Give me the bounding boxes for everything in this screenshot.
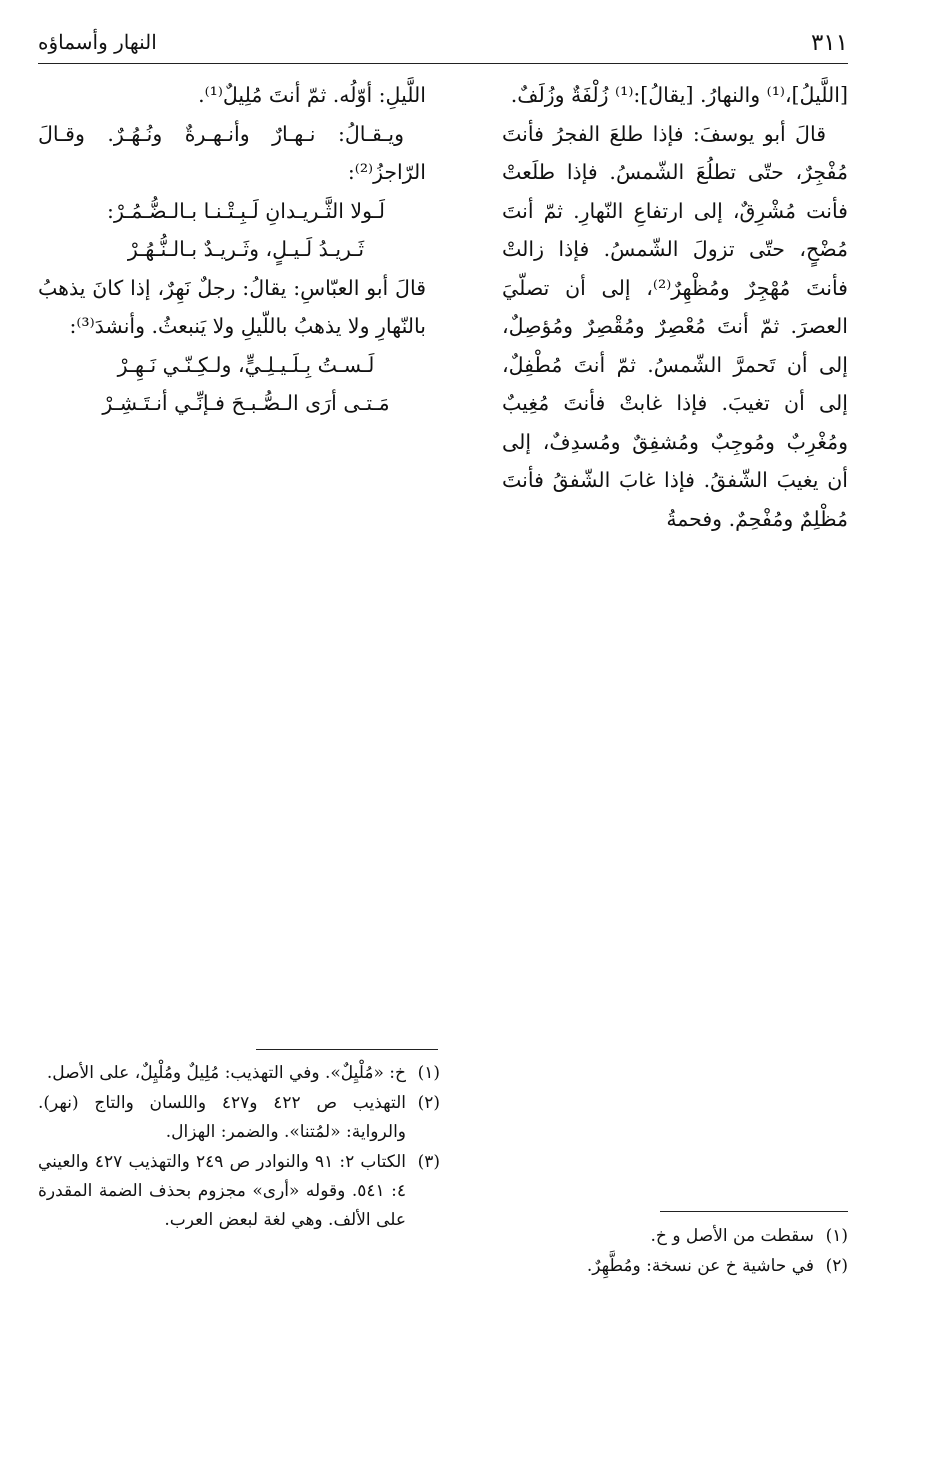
left-column-line-1: اللَّيلِ: أوّلُه. ثمّ أنتَ مُلِيلٌ⁽¹⁾. — [198, 83, 426, 107]
footnote-rule-right — [660, 1211, 848, 1212]
footnote — [38, 1059, 440, 1088]
header-rule — [38, 63, 848, 64]
verse-line: لَـسـتُ بِـلَـيـلِـيٍّ، ولـكِـنّـي نَـهِـرْ — [117, 352, 375, 377]
footnote-text: سقطت من الأصل و خ. — [650, 1226, 814, 1246]
footnote-number: (٢) — [825, 1256, 848, 1276]
running-title: النهار وأسماؤه — [38, 30, 157, 54]
footnote-text: خ: «مُلْيِلٌ». وفي التهذيب: مُلِيلٌ ومُلْيِلٌ، على الأصل. — [46, 1063, 406, 1083]
footnote — [38, 1148, 440, 1235]
right-column — [502, 76, 848, 538]
verse-line: لَـولا الثَّـريـدانِ لَـبِـتْـنـا بـالـضُّـمُـرْ: — [107, 198, 385, 223]
footnote-text: الكتاب ٢: ٩١ والنوادر ص ٢٤٩ والتهذيب ٤٢٧ والعيني ٤: ٥٤١. وقوله «أرى» مجزوم بحذف الضمة المقدرة على الألف. وهي لغة لبعض العرب. — [38, 1152, 406, 1230]
footnote — [540, 1222, 848, 1251]
footnote-number: (١) — [825, 1226, 848, 1246]
footnotes-left — [38, 1059, 440, 1236]
page-number: ٣١١ — [810, 30, 848, 56]
right-column-paragraph: قالَ أبو يوسفَ: فإذا طلعَ الفجرُ فأنتَ مُفْجِرٌ، حتّى تطلُعَ الشّمسُ. فإذا طلَعتْ فأنت مُشْرِقٌ، إلى ارتفاعِ النّهارِ. ثمّ أنتَ مُضْحٍ، حتّى تزولَ الشّمسُ. فإذا زالتْ فأنتَ مُهْجِرٌ ومُظْهِرٌ⁽²⁾، إلى أن تصلّيَ العصرَ. ثمّ أنتَ مُعْصِرٌ ومُقْصِرٌ ومُؤصِلٌ، إلى أن تَحمرَّ الشّمسُ. ثمّ أنتَ مُطْفِلٌ، إلى أن تغيبَ. فإذا غابتْ فأنتَ مُغِيبٌ ومُغْرِبٌ ومُوجِبٌ ومُشفِقٌ ومُسدِفٌ، إلى أن يغيبَ الشّفقُ. فإذا غابَ الشّفقُ فأنتَ مُظْلِمٌ ومُفْحِمٌ. وفحمةُ — [502, 121, 848, 531]
verse-line: مَـتـى أرَى الـصُّـبـحَ فـإنِّـي أنـتَـشِـرْ — [102, 391, 390, 415]
footnotes-right — [540, 1222, 848, 1282]
left-column-paragraph-2: قالَ أبو العبّاسِ: يقالُ: رجلٌ نَهِرٌ، إذا كانَ يذهبُ بالنّهارِ ولا يذهبُ باللّيلِ ولا يَنبعثُ. وأنشدَ⁽³⁾: — [38, 275, 426, 338]
footnote-text: التهذيب ص ٤٢٢ و٤٢٧ واللسان والتاج (نهر). والرواية: «لمُتنا». والضمر: الهزال. — [38, 1093, 406, 1142]
right-column-line-1: [اللَّيلُ]،⁽¹⁾ والنهارُ. [يقالُ]:⁽¹⁾ زُلْفَةٌ وزُلَفٌ. — [510, 83, 848, 107]
footnote-rule-left — [256, 1049, 438, 1050]
left-column — [38, 76, 426, 423]
page-header — [38, 28, 848, 62]
footnote-text: في حاشية خ عن نسخة: ومُطَّهِرٌ. — [586, 1256, 814, 1276]
footnote-number: (٣) — [417, 1152, 440, 1172]
footnote-number: (١) — [417, 1063, 440, 1083]
footnote — [540, 1252, 848, 1281]
footnote-number: (٢) — [417, 1093, 440, 1113]
verse-line: ثَـريـدُ لَـيـلٍ، وثَـريـدٌ بـالـنُّـهُـرْ — [127, 237, 365, 261]
left-column-paragraph-1: ويـقـالُ: نـهـارٌ وأنـهـرةٌ ونُـهُـرٌ. وقـالَ الرّاجزُ⁽²⁾: — [38, 121, 426, 184]
footnote — [38, 1089, 440, 1147]
